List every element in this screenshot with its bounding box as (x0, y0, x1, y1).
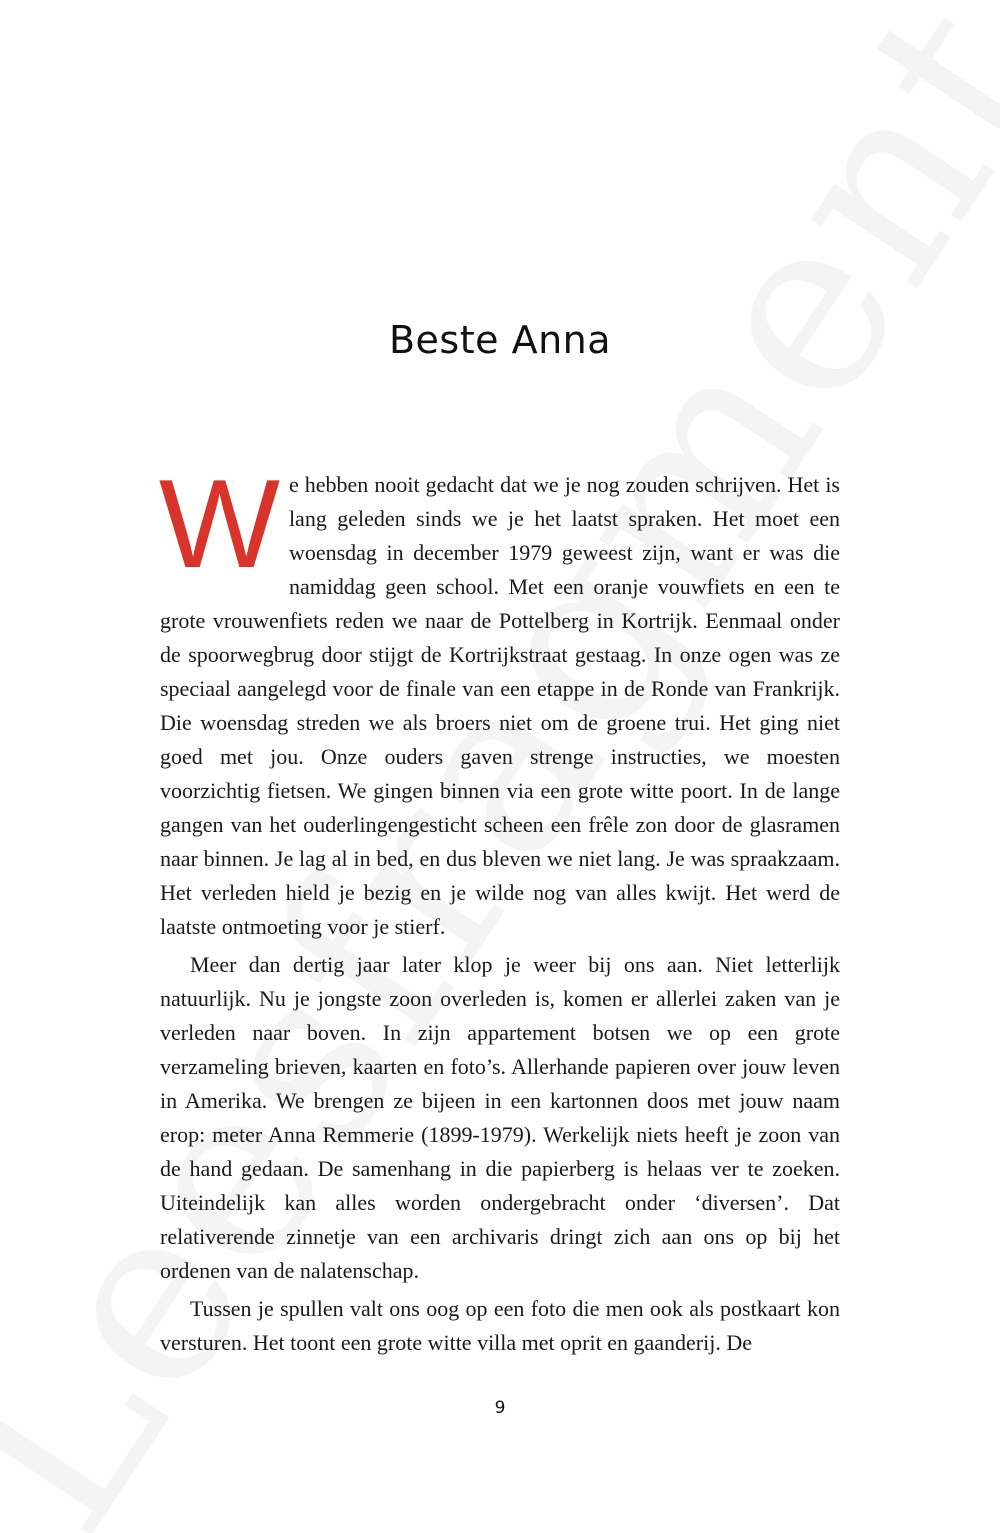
page-number: 9 (494, 1398, 506, 1418)
paragraph-2: Meer dan dertig jaar later klop je weer bij ons aan. Niet letterlijk natuurlijk. Nu je jongste zoon overleden is, komen er allerlei zaken van je verleden naar boven. In zijn appartement botsen we op een grote verzameling brieven, kaarten en foto’s. Allerhande papieren over jouw leven in Amerika. We brengen ze bijeen in een kartonnen doos met jouw naam erop: meter Anna Remmerie (1899-1979). Werkelijk niets heeft je zoon van de hand gedaan. De samenhang in die papierberg is helaas ver te zoeken. Uiteindelijk kan alles worden ondergebracht onder ‘diversen’. Dat relativerende zinnetje van een archivaris dringt zich aan ons op bij het ordenen van de nalatenschap. (160, 952, 840, 1283)
paragraph-1-text: e hebben nooit gedacht dat we je nog zouden schrijven. Het is lang geleden sinds we je het laatst spraken. Het moet een woensdag in december 1979 geweest zijn, want er was die namiddag geen school. Met een oranje vouwfiets en een te grote vrouwenfiets reden we naar de Pottelberg in Kortrijk. Eenmaal onder de spoorwegbrug door stijgt de Kortrijkstraat gestaag. In onze ogen was ze speciaal aangelegd voor de finale van een etappe in de Ronde van Frankrijk. Die woensdag streden we als broers niet om de groene trui. Het ging niet goed met jou. Onze ouders gaven strenge instructies, we moesten voorzichtig fietsen. We gingen binnen via een grote witte poort. In de lange gangen van het ouderlingengesticht scheen een frêle zon door de glasramen naar binnen. Je lag al in bed, en dus bleven we niet lang. Je was spraakzaam. Het verleden hield je bezig en je wilde nog van alles kwijt. Het werd de laatste ontmoeting voor je stierf. (160, 472, 840, 939)
chapter-title: Beste Anna (388, 318, 612, 362)
paragraph-1 (158, 453, 840, 944)
body-text (158, 453, 840, 1360)
drop-cap: W (158, 453, 281, 594)
paragraph-3: Tussen je spullen valt ons oog op een foto die men ook als postkaart kon versturen. Het toont een grote witte villa met oprit en gaanderij. De (160, 1296, 840, 1355)
